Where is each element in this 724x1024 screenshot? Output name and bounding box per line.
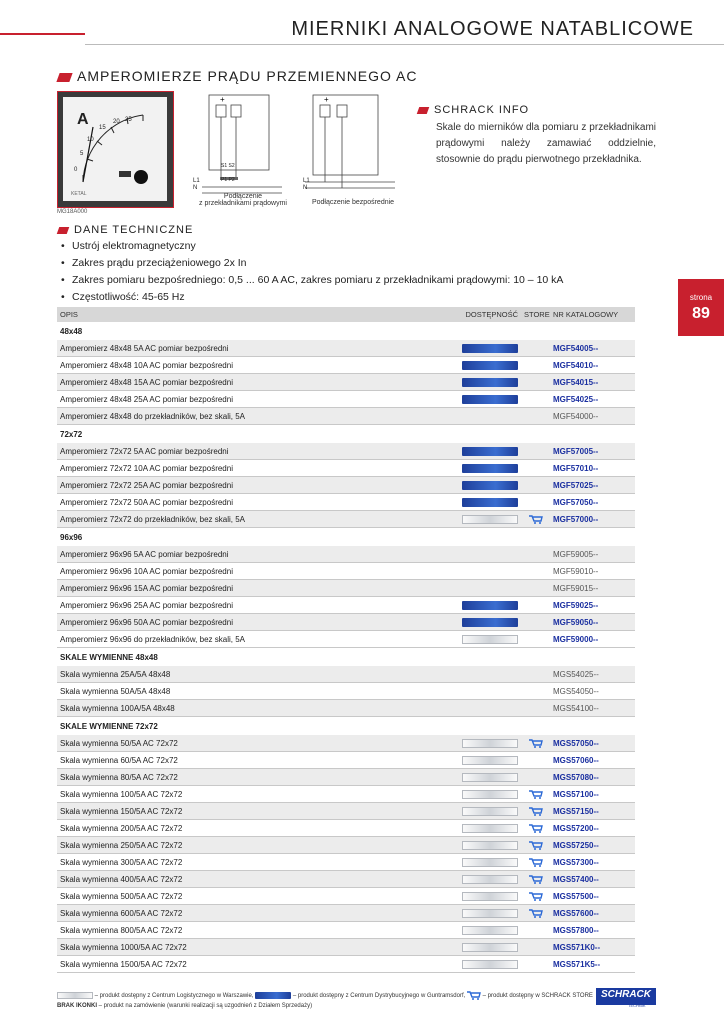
availability-cell bbox=[438, 580, 521, 597]
table-row[interactable] bbox=[57, 888, 635, 905]
availability-cell bbox=[438, 700, 521, 717]
table-row[interactable] bbox=[57, 460, 635, 477]
table-row[interactable] bbox=[57, 786, 635, 803]
table-row[interactable] bbox=[57, 752, 635, 769]
info-text: Skale do mierników dla pomiaru z przekładnikami prądowymi należy zamawiać oddzielnie, stosownie do prądu pierwotnego przekładnika. bbox=[436, 122, 656, 165]
product-description: Skala wymienna 500/5A AC 72x72 bbox=[57, 888, 438, 905]
meter-photo bbox=[57, 91, 174, 208]
product-description: Skala wymienna 1000/5A AC 72x72 bbox=[57, 939, 438, 956]
truck-blue-icon bbox=[462, 481, 518, 490]
svg-text:+: + bbox=[324, 95, 329, 104]
legend-store: – produkt dostępny w SCHRACK STORE bbox=[482, 993, 593, 1000]
truck-grey-icon bbox=[462, 875, 518, 884]
table-row[interactable] bbox=[57, 700, 635, 717]
meter-tick-0: 0 bbox=[74, 167, 78, 173]
diagram-ct-n: N bbox=[193, 185, 198, 191]
product-description: Amperomierz 96x96 10A AC pomiar bezpośredni bbox=[57, 563, 438, 580]
catalog-number[interactable]: MGF54005-- bbox=[550, 340, 635, 357]
col-header-store: STORE bbox=[521, 307, 550, 322]
legend-guntramsdorf: – produkt dostępny z Centrum Dystrybucyjnego w Guntramsdorf, bbox=[292, 993, 466, 1000]
truck-grey-icon bbox=[462, 824, 518, 833]
table-group-row bbox=[57, 717, 635, 736]
top-accent-line bbox=[0, 33, 85, 35]
table-row[interactable] bbox=[57, 854, 635, 871]
product-description: Skala wymienna 400/5A AC 72x72 bbox=[57, 871, 438, 888]
catalog-number[interactable]: MGF54000-- bbox=[550, 408, 635, 425]
product-description: Skala wymienna 250/5A AC 72x72 bbox=[57, 837, 438, 854]
truck-grey-icon bbox=[462, 635, 518, 644]
table-row[interactable] bbox=[57, 580, 635, 597]
availability-cell bbox=[438, 391, 521, 408]
group-label: SKALE WYMIENNE 72x72 bbox=[60, 721, 158, 731]
truck-blue-icon bbox=[462, 464, 518, 473]
col-header-availability: DOSTĘPNOŚĆ bbox=[438, 307, 521, 322]
availability-cell bbox=[438, 614, 521, 631]
cart-icon bbox=[529, 875, 543, 884]
availability-cell bbox=[438, 871, 521, 888]
product-description: Skala wymienna 100A/5A 48x48 bbox=[57, 700, 438, 717]
availability-cell bbox=[438, 956, 521, 973]
store-cell bbox=[521, 939, 550, 956]
product-description: Skala wymienna 50A/5A 48x48 bbox=[57, 683, 438, 700]
truck-blue-icon bbox=[462, 395, 518, 404]
group-label: 96x96 bbox=[60, 532, 83, 542]
availability-cell bbox=[438, 939, 521, 956]
catalog-number[interactable]: MGS57200-- bbox=[550, 820, 635, 837]
availability-cell bbox=[438, 888, 521, 905]
availability-cell bbox=[438, 905, 521, 922]
truck-grey-icon bbox=[462, 909, 518, 918]
cart-icon bbox=[529, 739, 543, 748]
store-cell bbox=[521, 391, 550, 408]
product-description: Amperomierz 72x72 50A AC pomiar bezpośredni bbox=[57, 494, 438, 511]
availability-cell bbox=[438, 340, 521, 357]
truck-grey-icon bbox=[462, 515, 518, 524]
store-cell bbox=[521, 597, 550, 614]
catalog-number[interactable]: MGS57100-- bbox=[550, 786, 635, 803]
tech-title bbox=[58, 224, 193, 236]
truck-blue-icon bbox=[255, 992, 291, 999]
footer-legend bbox=[57, 991, 593, 1011]
table-row[interactable] bbox=[57, 408, 635, 425]
truck-blue-icon bbox=[462, 498, 518, 507]
section-title-text: AMPEROMIERZE PRĄDU PRZEMIENNEGO AC bbox=[77, 68, 418, 84]
truck-grey-icon bbox=[462, 841, 518, 850]
catalog-number[interactable]: MGS54100-- bbox=[550, 700, 635, 717]
table-group-row bbox=[57, 425, 635, 444]
store-cell bbox=[521, 340, 550, 357]
availability-cell bbox=[438, 597, 521, 614]
truck-grey-icon bbox=[462, 739, 518, 748]
product-description: Skala wymienna 60/5A AC 72x72 bbox=[57, 752, 438, 769]
schrack-logo: SCHRACK bbox=[596, 988, 656, 1005]
group-label: 72x72 bbox=[60, 429, 83, 439]
availability-cell bbox=[438, 666, 521, 683]
table-body bbox=[57, 322, 635, 973]
cart-icon bbox=[529, 790, 543, 799]
availability-cell bbox=[438, 769, 521, 786]
store-cell bbox=[521, 769, 550, 786]
catalog-number[interactable]: MGS571K5-- bbox=[550, 956, 635, 973]
catalog-number[interactable]: MGF59005-- bbox=[550, 546, 635, 563]
store-cell bbox=[521, 752, 550, 769]
product-description: Skala wymienna 150/5A AC 72x72 bbox=[57, 803, 438, 820]
group-label: SKALE WYMIENNE 48x48 bbox=[60, 652, 158, 662]
catalog-number[interactable]: MGF59025-- bbox=[550, 597, 635, 614]
truck-grey-icon bbox=[462, 892, 518, 901]
meter-tick-20: 20 bbox=[113, 119, 120, 125]
truck-blue-icon bbox=[462, 361, 518, 370]
truck-grey-icon bbox=[57, 992, 93, 999]
catalog-number[interactable]: MGS57300-- bbox=[550, 854, 635, 871]
store-cell bbox=[521, 683, 550, 700]
tech-bullet: • Częstotliwość: 45-65 Hz bbox=[58, 289, 563, 306]
product-description: Amperomierz 96x96 do przekładników, bez skali, 5A bbox=[57, 631, 438, 648]
catalog-number[interactable]: MGS57050-- bbox=[550, 735, 635, 752]
table-row[interactable] bbox=[57, 905, 635, 922]
product-description: Skala wymienna 300/5A AC 72x72 bbox=[57, 854, 438, 871]
truck-blue-icon bbox=[462, 618, 518, 627]
diagram-direct-l1: L1 bbox=[303, 178, 310, 184]
store-cell bbox=[521, 408, 550, 425]
product-description: Skala wymienna 80/5A AC 72x72 bbox=[57, 769, 438, 786]
availability-cell bbox=[438, 477, 521, 494]
store-cell bbox=[521, 837, 550, 854]
product-description: Amperomierz 96x96 50A AC pomiar bezpośredni bbox=[57, 614, 438, 631]
svg-text:+: + bbox=[220, 95, 225, 104]
table-row[interactable] bbox=[57, 494, 635, 511]
catalog-number[interactable]: MGF54025-- bbox=[550, 391, 635, 408]
truck-blue-icon bbox=[462, 601, 518, 610]
table-row[interactable] bbox=[57, 357, 635, 374]
truck-grey-icon bbox=[462, 756, 518, 765]
catalog-number[interactable]: MGS57150-- bbox=[550, 803, 635, 820]
title-rule bbox=[85, 44, 724, 45]
store-cell bbox=[521, 460, 550, 477]
truck-grey-icon bbox=[462, 960, 518, 969]
product-description: Skala wymienna 800/5A AC 72x72 bbox=[57, 922, 438, 939]
store-cell bbox=[521, 631, 550, 648]
availability-cell bbox=[438, 735, 521, 752]
availability-cell bbox=[438, 563, 521, 580]
availability-cell bbox=[438, 374, 521, 391]
cart-icon bbox=[467, 991, 481, 1000]
catalog-number[interactable]: MGF59015-- bbox=[550, 580, 635, 597]
store-cell bbox=[521, 888, 550, 905]
catalog-number[interactable]: MGS57600-- bbox=[550, 905, 635, 922]
meter-unit: A bbox=[77, 111, 89, 128]
cart-icon bbox=[529, 892, 543, 901]
product-description: Amperomierz 48x48 15A AC pomiar bezpośredni bbox=[57, 374, 438, 391]
table-group-row bbox=[57, 322, 635, 340]
table-row[interactable] bbox=[57, 340, 635, 357]
catalog-number[interactable]: MGS571K0-- bbox=[550, 939, 635, 956]
tech-bullets bbox=[58, 238, 563, 306]
store-cell bbox=[521, 905, 550, 922]
catalog-number[interactable]: MGS57080-- bbox=[550, 769, 635, 786]
catalog-number[interactable]: MGF59000-- bbox=[550, 631, 635, 648]
table-row[interactable] bbox=[57, 939, 635, 956]
product-description: Amperomierz 96x96 5A AC pomiar bezpośredni bbox=[57, 546, 438, 563]
truck-grey-icon bbox=[462, 858, 518, 867]
availability-cell bbox=[438, 922, 521, 939]
product-description: Skala wymienna 50/5A AC 72x72 bbox=[57, 735, 438, 752]
table-row[interactable] bbox=[57, 511, 635, 528]
catalog-number[interactable]: MGF59050-- bbox=[550, 614, 635, 631]
product-description: Amperomierz 48x48 10A AC pomiar bezpośredni bbox=[57, 357, 438, 374]
store-cell bbox=[521, 922, 550, 939]
store-cell bbox=[521, 735, 550, 752]
catalog-number[interactable]: MGF57050-- bbox=[550, 494, 635, 511]
availability-cell bbox=[438, 443, 521, 460]
product-description: Amperomierz 72x72 5A AC pomiar bezpośredni bbox=[57, 443, 438, 460]
diagram-direct-n: N bbox=[303, 185, 308, 191]
info-marker-icon bbox=[417, 107, 430, 114]
table-row[interactable] bbox=[57, 735, 635, 752]
store-cell bbox=[521, 854, 550, 871]
table-row[interactable] bbox=[57, 666, 635, 683]
table-group-row bbox=[57, 648, 635, 667]
table-row[interactable] bbox=[57, 546, 635, 563]
availability-cell bbox=[438, 494, 521, 511]
store-cell bbox=[521, 494, 550, 511]
table-row[interactable] bbox=[57, 477, 635, 494]
page-title: MIERNIKI ANALOGOWE NATABLICOWE bbox=[291, 18, 694, 40]
cart-icon bbox=[529, 909, 543, 918]
availability-cell bbox=[438, 511, 521, 528]
table-row[interactable] bbox=[57, 956, 635, 973]
store-cell bbox=[521, 357, 550, 374]
diagram-ct-p: P1 P2 bbox=[221, 177, 235, 183]
tech-bullet: • Ustrój elektromagnetyczny bbox=[58, 238, 563, 255]
col-header-catalog: NR KATALOGOWY bbox=[550, 307, 635, 322]
availability-cell bbox=[438, 408, 521, 425]
store-cell bbox=[521, 477, 550, 494]
cart-icon bbox=[529, 824, 543, 833]
info-title-text: SCHRACK INFO bbox=[434, 104, 530, 116]
catalog-number[interactable]: MGS57400-- bbox=[550, 871, 635, 888]
store-cell bbox=[521, 443, 550, 460]
meter-tick-5: 5 bbox=[80, 151, 84, 157]
table-row[interactable] bbox=[57, 597, 635, 614]
truck-blue-icon bbox=[462, 344, 518, 353]
product-description: Amperomierz 48x48 5A AC pomiar bezpośredni bbox=[57, 340, 438, 357]
table-row[interactable] bbox=[57, 391, 635, 408]
catalog-number[interactable]: MGF57025-- bbox=[550, 477, 635, 494]
table-row[interactable] bbox=[57, 443, 635, 460]
meter-tick-25: 25 bbox=[125, 117, 132, 123]
page-tab-label: strona bbox=[689, 293, 713, 302]
availability-cell bbox=[438, 786, 521, 803]
store-cell bbox=[521, 614, 550, 631]
table-row[interactable] bbox=[57, 563, 635, 580]
catalog-number[interactable]: MGS54050-- bbox=[550, 683, 635, 700]
truck-grey-icon bbox=[462, 790, 518, 799]
availability-cell bbox=[438, 837, 521, 854]
table-row[interactable] bbox=[57, 614, 635, 631]
store-cell bbox=[521, 511, 550, 528]
availability-cell bbox=[438, 854, 521, 871]
store-cell bbox=[521, 871, 550, 888]
product-description: Skala wymienna 200/5A AC 72x72 bbox=[57, 820, 438, 837]
table-group-row bbox=[57, 528, 635, 547]
legend-brak-text: – produkt na zamówienie (warunki realizacji są uzgodnień z Działem Sprzedaży) bbox=[98, 1003, 313, 1009]
diagram-direct-caption: Podłączenie bezpośrednie bbox=[311, 199, 395, 206]
product-description: Amperomierz 96x96 15A AC pomiar bezpośredni bbox=[57, 580, 438, 597]
tech-title-text: DANE TECHNICZNE bbox=[74, 224, 194, 236]
meter-caption: MG18A000 bbox=[57, 209, 88, 215]
tech-marker-icon bbox=[57, 227, 70, 234]
availability-cell bbox=[438, 460, 521, 477]
store-cell bbox=[521, 580, 550, 597]
store-cell bbox=[521, 546, 550, 563]
catalog-number[interactable]: MGS54025-- bbox=[550, 666, 635, 683]
meter-tick-15: 15 bbox=[99, 125, 106, 131]
availability-cell bbox=[438, 631, 521, 648]
section-title bbox=[58, 68, 417, 84]
store-cell bbox=[521, 700, 550, 717]
table-header-row bbox=[57, 307, 635, 322]
product-description: Amperomierz 72x72 do przekładników, bez skali, 5A bbox=[57, 511, 438, 528]
store-cell bbox=[521, 786, 550, 803]
product-description: Skala wymienna 100/5A AC 72x72 bbox=[57, 786, 438, 803]
catalog-number[interactable]: MGF57010-- bbox=[550, 460, 635, 477]
table-row[interactable] bbox=[57, 837, 635, 854]
table-row[interactable] bbox=[57, 631, 635, 648]
col-header-opis: OPIS bbox=[57, 307, 438, 322]
store-cell bbox=[521, 563, 550, 580]
diagram-ct-s: S1 S2 bbox=[221, 163, 235, 169]
info-title bbox=[418, 104, 529, 116]
availability-cell bbox=[438, 820, 521, 837]
table-row[interactable] bbox=[57, 820, 635, 837]
diagram-ct-connection bbox=[192, 92, 292, 202]
truck-grey-icon bbox=[462, 926, 518, 935]
tech-bullet: • Zakres prądu przeciążeniowego 2x In bbox=[58, 255, 563, 272]
diagram-ct-caption: Podłączenie z przekładnikami prądowymi bbox=[199, 193, 287, 207]
availability-cell bbox=[438, 357, 521, 374]
catalog-number[interactable]: MGF59010-- bbox=[550, 563, 635, 580]
table-row[interactable] bbox=[57, 769, 635, 786]
catalog-number[interactable]: MGF54010-- bbox=[550, 357, 635, 374]
legend-brak-label: BRAK IKONKI bbox=[57, 1003, 97, 1009]
schrack-logo-sub: TECHNIK bbox=[628, 1003, 646, 1008]
store-cell bbox=[521, 803, 550, 820]
product-description: Skala wymienna 1500/5A AC 72x72 bbox=[57, 956, 438, 973]
product-description: Skala wymienna 600/5A AC 72x72 bbox=[57, 905, 438, 922]
store-cell bbox=[521, 820, 550, 837]
table-row[interactable] bbox=[57, 922, 635, 939]
truck-grey-icon bbox=[462, 807, 518, 816]
store-cell bbox=[521, 666, 550, 683]
product-description: Amperomierz 72x72 10A AC pomiar bezpośredni bbox=[57, 460, 438, 477]
table-row[interactable] bbox=[57, 803, 635, 820]
availability-cell bbox=[438, 683, 521, 700]
cart-icon bbox=[529, 841, 543, 850]
catalog-number[interactable]: MGS57250-- bbox=[550, 837, 635, 854]
availability-cell bbox=[438, 752, 521, 769]
catalog-number[interactable]: MGS57500-- bbox=[550, 888, 635, 905]
table-row[interactable] bbox=[57, 871, 635, 888]
diagram-ct-l1: L1 bbox=[193, 178, 200, 184]
meter-tick-10: 10 bbox=[87, 137, 94, 143]
product-description: Amperomierz 72x72 25A AC pomiar bezpośredni bbox=[57, 477, 438, 494]
page-tab bbox=[678, 279, 724, 336]
cart-icon bbox=[529, 515, 543, 524]
catalog-number[interactable]: MGF54015-- bbox=[550, 374, 635, 391]
table-row[interactable] bbox=[57, 683, 635, 700]
truck-blue-icon bbox=[462, 378, 518, 387]
store-cell bbox=[521, 956, 550, 973]
catalog-number[interactable]: MGF57005-- bbox=[550, 443, 635, 460]
truck-grey-icon bbox=[462, 943, 518, 952]
table-row[interactable] bbox=[57, 374, 635, 391]
availability-cell bbox=[438, 546, 521, 563]
truck-grey-icon bbox=[462, 773, 518, 782]
catalog-number[interactable]: MGF57000-- bbox=[550, 511, 635, 528]
page-number: 89 bbox=[692, 305, 710, 322]
cart-icon bbox=[529, 858, 543, 867]
catalog-number[interactable]: MGS57060-- bbox=[550, 752, 635, 769]
meter-face bbox=[63, 97, 167, 201]
section-marker-icon bbox=[56, 73, 72, 82]
product-description: Amperomierz 96x96 25A AC pomiar bezpośredni bbox=[57, 597, 438, 614]
diagram-direct-connection bbox=[305, 92, 405, 202]
product-description: Amperomierz 48x48 25A AC pomiar bezpośredni bbox=[57, 391, 438, 408]
cart-icon bbox=[529, 807, 543, 816]
product-description: Skala wymienna 25A/5A 48x48 bbox=[57, 666, 438, 683]
product-table bbox=[57, 307, 635, 973]
tech-bullet: • Zakres pomiaru bezpośredniego: 0,5 ... 60 A AC, zakres pomiaru z przekładnikami prądowymi: 10 – 10 kA bbox=[58, 272, 563, 289]
group-label: 48x48 bbox=[60, 326, 83, 336]
legend-warsaw: – produkt dostępny z Centrum Logistycznego w Warszawie, bbox=[94, 993, 254, 1000]
store-cell bbox=[521, 374, 550, 391]
catalog-number[interactable]: MGS57800-- bbox=[550, 922, 635, 939]
product-description: Amperomierz 48x48 do przekładników, bez skali, 5A bbox=[57, 408, 438, 425]
availability-cell bbox=[438, 803, 521, 820]
truck-blue-icon bbox=[462, 447, 518, 456]
meter-brand: KETAL bbox=[71, 191, 87, 197]
